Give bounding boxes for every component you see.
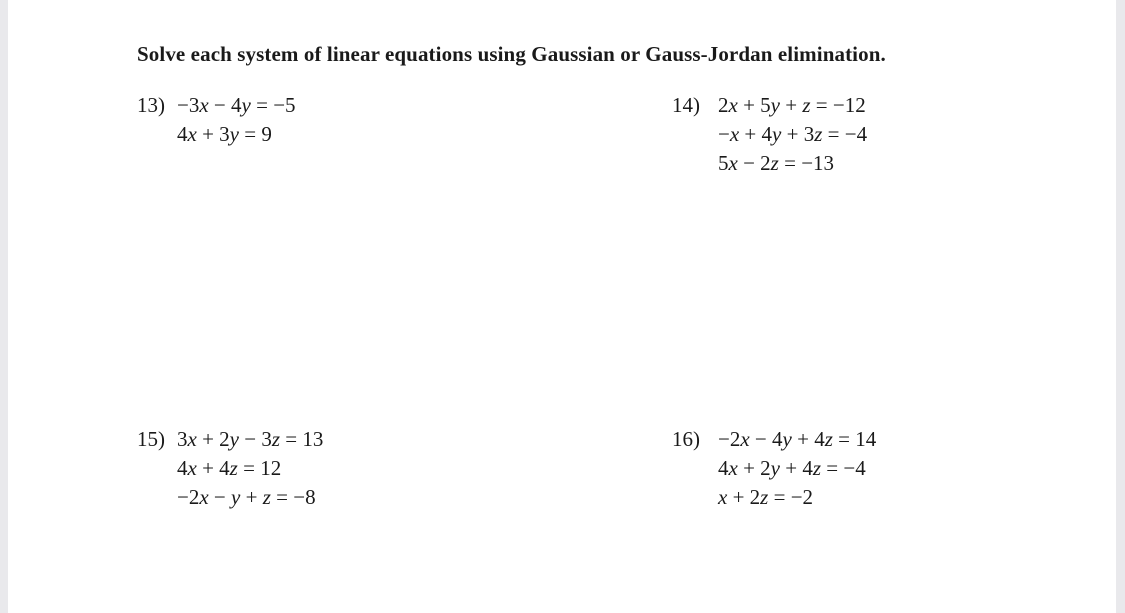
equation: −x + 4y + 3z = −4 (718, 122, 868, 146)
equation: −3x − 4y = −5 (177, 93, 296, 117)
equation-system (718, 91, 867, 178)
equation: 4x + 3y = 9 (177, 122, 272, 146)
equation: −2x − y + z = −8 (177, 485, 316, 509)
equation: 2x + 5y + z = −12 (718, 93, 866, 117)
equation: 3x + 2y − 3z = 13 (177, 427, 324, 451)
equation-system (177, 425, 323, 512)
equation: −2x − 4y + 4z = 14 (718, 427, 877, 451)
equation-system (718, 425, 876, 512)
problem-number: 15) (137, 427, 165, 451)
equation: 4x + 4z = 12 (177, 456, 282, 480)
instructions-heading: Solve each system of linear equations using Gaussian or Gauss-Jordan elimination. (137, 42, 886, 66)
worksheet-page (8, 0, 1116, 613)
equation-system (177, 91, 296, 149)
equation: 5x − 2z = −13 (718, 151, 835, 175)
problem-number: 16) (672, 427, 700, 451)
equation: x + 2z = −2 (718, 485, 814, 509)
problem-number: 13) (137, 93, 165, 117)
equation: 4x + 2y + 4z = −4 (718, 456, 866, 480)
problem-number: 14) (672, 93, 700, 117)
